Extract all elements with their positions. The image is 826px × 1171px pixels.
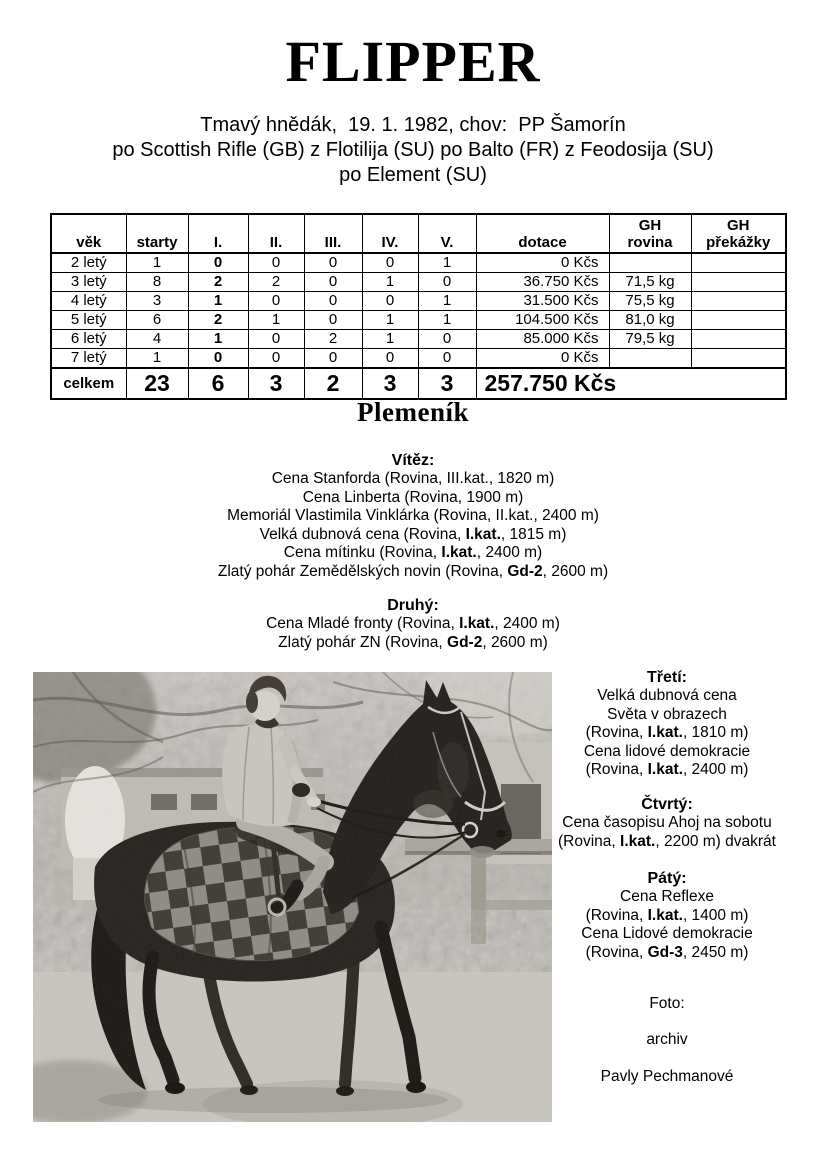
stats-cell: 2 [188,311,248,330]
race-line: Cena Lidové demokracie [581,925,753,943]
stats-cell: 6 letý [51,330,126,349]
stats-cell: 1 [248,311,304,330]
stats-total-value: 3 [418,368,476,399]
stats-total-value: 3 [362,368,418,399]
section-title-plemenik: Plemeník [357,397,469,427]
race-line: Zlatý pohár Zemědělských novin (Rovina, Gd-2, 2600 m) [217,562,609,580]
stats-cell: 31.500 Kčs [476,292,609,311]
stats-cell: 2 [188,273,248,292]
subtitle [0,113,826,188]
stats-cell: 85.000 Kčs [476,330,609,349]
stats-row [51,253,786,273]
stats-cell: 0 [188,349,248,369]
stats-cell: 8 [126,273,188,292]
stats-total-dotace: 257.750 Kčs [476,368,786,399]
stats-cell: 0 Kčs [476,349,609,369]
stats-cell: 71,5 kg [609,273,691,292]
stats-header-row [51,214,786,253]
stats-cell: 3 [126,292,188,311]
photo-credit-author: Pavly Pechmanové [600,1068,734,1085]
race-line: Velká dubnová cena [597,687,737,704]
subtitle-line: po Element (SU) [339,164,487,186]
stats-cell: 104.500 Kčs [476,311,609,330]
stats-cell: 4 letý [51,292,126,311]
stats-cell: 0 [188,253,248,273]
stats-cell: 0 [304,273,362,292]
race-line: (Rovina, I.kat., 1810 m) [585,724,749,742]
race-line: (Rovina, Gd-3, 2450 m) [585,943,749,961]
stats-cell: 0 [304,349,362,369]
stats-total-value: 6 [188,368,248,399]
subtitle-line: po Scottish Rifle (GB) z Flotilija (SU) po Balto (FR) z Feodosija (SU) [112,139,714,161]
stats-header-cell: dotace [476,214,609,253]
stats-cell: 4 [126,330,188,349]
race-line: Světa v obrazech [607,705,727,723]
stats-header-cell: starty [126,214,188,253]
result-section-heading: Čtvrtý: [641,796,693,813]
results-winner-section [0,451,826,582]
stats-cell: 1 [126,349,188,369]
stats-cell: 1 [362,330,418,349]
stats-cell: 0 [248,330,304,349]
race-line: Cena Stanforda (Rovina, III.kat., 1820 m) [271,470,555,487]
stats-cell: 36.750 Kčs [476,273,609,292]
stats-cell [691,253,786,273]
horse-photo [33,672,552,1122]
stats-header-cell: II. [248,214,304,253]
stats-cell: 0 [362,349,418,369]
stats-total-label: celkem [51,368,126,399]
stats-header-cell: GH rovina [609,214,691,253]
stats-header-cell: III. [304,214,362,253]
race-line: Cena Linberta (Rovina, 1900 m) [302,488,524,506]
stats-cell: 2 [304,330,362,349]
race-line: Velká dubnová cena (Rovina, I.kat., 1815 m) [259,525,567,543]
stats-row [51,273,786,292]
stats-cell [691,311,786,330]
stats-total-value: 2 [304,368,362,399]
stats-cell: 75,5 kg [609,292,691,311]
stats-cell: 0 [362,292,418,311]
race-line: Zlatý pohár ZN (Rovina, Gd-2, 2600 m) [278,633,548,651]
stats-cell: 0 [248,253,304,273]
photo-credit-source: archiv [646,1031,688,1048]
stats-cell: 1 [188,330,248,349]
race-line: Cena Mladé fronty (Rovina, I.kat., 2400 m) [266,615,560,632]
results-second-section [0,596,826,652]
stats-cell: 0 Kčs [476,253,609,273]
stats-body [51,253,786,368]
stats-cell: 0 [418,330,476,349]
stats-cell: 5 letý [51,311,126,330]
result-section-heading: Třetí: [647,669,687,686]
race-line: Cena časopisu Ahoj na sobotu [562,814,772,831]
stats-cell: 0 [304,292,362,311]
stats-cell: 0 [248,292,304,311]
page-title: FLIPPER [285,29,541,94]
stats-cell: 6 [126,311,188,330]
stats-cell: 1 [362,311,418,330]
results-third-section [547,668,787,780]
stats-cell: 1 [418,311,476,330]
stats-cell: 0 [418,273,476,292]
stats-row [51,311,786,330]
race-line: (Rovina, I.kat., 1400 m) [585,906,749,924]
stats-header-cell: IV. [362,214,418,253]
race-line: Memoriál Vlastimila Vinklárka (Rovina, II.kat., 2400 m) [227,507,599,525]
result-section-heading: Pátý: [647,870,687,887]
stats-total-value: 3 [248,368,304,399]
stats-cell: 1 [188,292,248,311]
stats-cell [609,349,691,369]
stats-table [50,213,787,400]
stats-header-cell: I. [188,214,248,253]
stats-row [51,330,786,349]
stats-cell: 7 letý [51,349,126,369]
results-fourth-section [547,795,787,851]
stats-row [51,349,786,369]
stats-cell [691,330,786,349]
result-section-heading: Druhý: [387,597,439,614]
stats-cell: 0 [248,349,304,369]
race-line: (Rovina, I.kat., 2400 m) [585,761,749,779]
photo-credit-label: Foto: [649,995,685,1012]
stats-total-row [51,368,786,399]
results-fifth-section [547,869,787,962]
stats-cell: 81,0 kg [609,311,691,330]
stats-header-cell: GH překážky [691,214,786,253]
stats-header-cell: V. [418,214,476,253]
race-line: Cena mítinku (Rovina, I.kat., 2400 m) [283,544,543,562]
stats-cell: 1 [418,292,476,311]
stats-header-cell: věk [51,214,126,253]
stats-row [51,292,786,311]
stats-cell [691,292,786,311]
stats-cell: 0 [304,253,362,273]
stats-cell: 1 [362,273,418,292]
race-line: (Rovina, I.kat., 2200 m) dvakrát [558,832,776,850]
stats-cell: 79,5 kg [609,330,691,349]
stats-cell [691,349,786,369]
stats-cell: 0 [362,253,418,273]
subtitle-line: Tmavý hnědák, 19. 1. 1982, chov: PP Šamorín [200,114,626,136]
stats-cell: 3 letý [51,273,126,292]
stats-total-value: 23 [126,368,188,399]
stats-cell: 2 [248,273,304,292]
race-line: Cena Reflexe [620,888,714,905]
stats-cell: 1 [418,253,476,273]
race-line: Cena lidové demokracie [583,742,751,760]
stats-cell [691,273,786,292]
stats-cell: 0 [418,349,476,369]
stats-cell: 1 [126,253,188,273]
stats-cell [609,253,691,273]
stats-cell: 2 letý [51,253,126,273]
result-section-heading: Vítěz: [391,452,435,469]
stats-cell: 0 [304,311,362,330]
